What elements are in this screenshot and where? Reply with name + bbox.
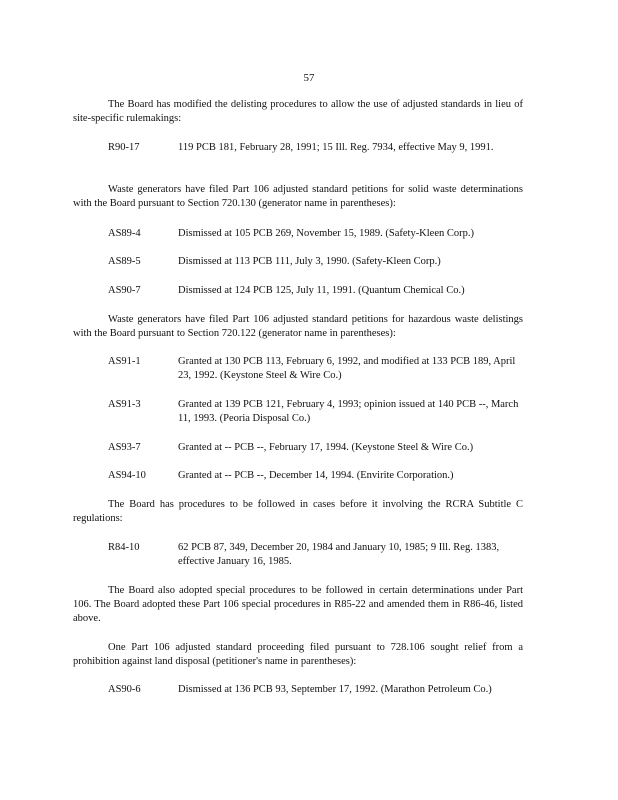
paragraph-land-disposal: One Part 106 adjusted standard proceeding filed pursuant to 728.106 sought relief from a prohibition against land disposal (petitioner's name in parentheses): [73,642,523,667]
entry-as94-10 [108,469,528,483]
entry-as89-5 [108,255,528,269]
entry-r84-10 [108,541,528,569]
entry-text: Dismissed at 113 PCB 111, July 3, 1990. (Safety-Kleen Corp.) [178,256,441,267]
entry-code: AS90-6 [108,684,141,695]
entry-text: Granted at -- PCB --, February 17, 1994. (Keystone Steel & Wire Co.) [178,442,474,453]
entry-code: AS89-4 [108,228,141,239]
entry-code: AS90-7 [108,285,141,296]
entry-r90-17 [108,141,528,155]
page-number: 57 [303,72,315,84]
paragraph-delisting: The Board has modified the delisting procedures to allow the use of adjusted standards in lieu of site-specific rulemakings: [73,99,523,124]
entry-text: Dismissed at 124 PCB 125, July 11, 1991. (Quantum Chemical Co.) [178,285,465,296]
entry-as91-1 [108,355,528,383]
entry-as91-3 [108,398,528,426]
paragraph-special-procedures: The Board also adopted special procedures to be followed in certain determinations under Part 106. The Board adopted these Part 106 special procedures in R85-22 and amended them in R86-46, listed above. [73,585,523,624]
entry-code: R84-10 [108,542,140,553]
entry-text: Granted at -- PCB --, December 14, 1994. (Envirite Corporation.) [178,470,454,481]
entry-code: AS89-5 [108,256,141,267]
entry-code: AS93-7 [108,442,141,453]
entry-text: 62 PCB 87, 349, December 20, 1984 and January 10, 1985; 9 Ill. Reg. 1383, effective January 16, 1985. [178,542,500,567]
paragraph-hazardous-waste: Waste generators have filed Part 106 adjusted standard petitions for hazardous waste delistings with the Board pursuant to Section 720.122 (generator name in parentheses): [73,314,523,339]
entry-as90-7 [108,284,528,298]
entry-code: AS91-1 [108,356,141,367]
paragraph-solid-waste: Waste generators have filed Part 106 adjusted standard petitions for solid waste determinations with the Board pursuant to Section 720.130 (generator name in parentheses): [73,184,523,209]
entry-code: AS94-10 [108,470,146,481]
entry-as89-4 [108,227,528,241]
entry-code: AS91-3 [108,399,141,410]
entry-as93-7 [108,441,528,455]
paragraph-rcra: The Board has procedures to be followed in cases before it involving the RCRA Subtitle C regulations: [73,499,523,524]
entry-text: 119 PCB 181, February 28, 1991; 15 Ill. Reg. 7934, effective May 9, 1991. [178,142,494,153]
entry-as90-6 [108,683,528,697]
entry-text: Granted at 139 PCB 121, February 4, 1993; opinion issued at 140 PCB --, March 11, 1993. (Peoria Disposal Co.) [178,399,519,424]
entry-text: Dismissed at 136 PCB 93, September 17, 1992. (Marathon Petroleum Co.) [178,684,492,695]
entry-text: Dismissed at 105 PCB 269, November 15, 1989. (Safety-Kleen Corp.) [178,228,475,239]
entry-code: R90-17 [108,142,140,153]
entry-text: Granted at 130 PCB 113, February 6, 1992, and modified at 133 PCB 189, April 23, 1992. (Keystone Steel & Wire Co.) [178,356,516,381]
